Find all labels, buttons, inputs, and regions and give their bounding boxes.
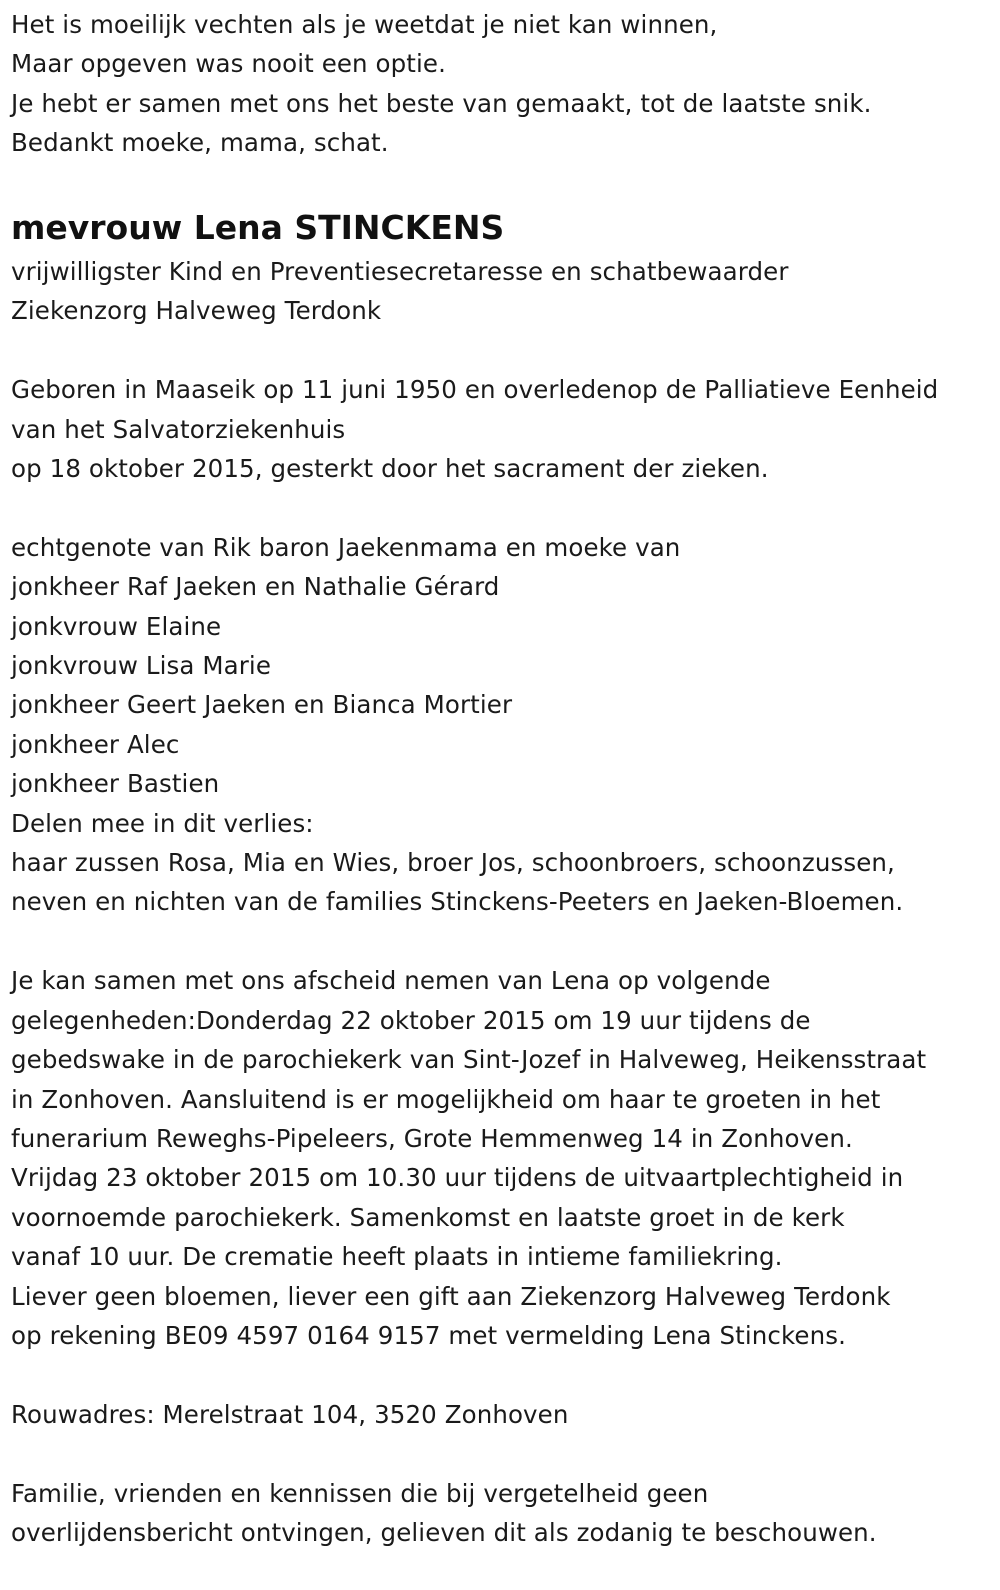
closing-section	[11, 1474, 1000, 1553]
ceremony-line: Je kan samen met ons afscheid nemen van Lena op volgende	[11, 966, 771, 996]
spacer	[11, 488, 1000, 527]
family-line: jonkvrouw Elaine	[11, 611, 222, 641]
closing-line: Familie, vrienden en kennissen die bij vergetelheid geen	[11, 1478, 709, 1508]
family-line: echtgenote van Rik baron Jaekenmama en moeke van	[11, 532, 681, 562]
spacer	[11, 331, 1000, 370]
ceremony-line: voornoemde parochiekerk. Samenkomst en laatste groet in de kerk	[11, 1202, 845, 1232]
birth-death-section	[11, 370, 1000, 488]
family-line: jonkheer Raf Jaeken en Nathalie Gérard	[11, 572, 500, 602]
ceremony-line: in Zonhoven. Aansluitend is er mogelijkheid om haar te groeten in het	[11, 1084, 881, 1114]
description-line: Ziekenzorg Halveweg Terdonk	[11, 296, 382, 326]
ceremony-line: funerarium Reweghs-Pipeleers, Grote Hemmenweg 14 in Zonhoven.	[11, 1123, 853, 1153]
ceremony-line: Vrijdag 23 oktober 2015 om 10.30 uur tijdens de uitvaartplechtigheid in	[11, 1163, 904, 1193]
deceased-name: mevrouw Lena STINCKENS	[11, 208, 505, 248]
family-line: Delen mee in dit verlies:	[11, 808, 314, 838]
closing-line: overlijdensbericht ontvingen, gelieven dit als zodanig te beschouwen.	[11, 1517, 877, 1547]
mourning-address: Rouwadres: Merelstraat 104, 3520 Zonhoven	[11, 1399, 569, 1429]
ceremony-line: gebedswake in de parochiekerk van Sint-Jozef in Halveweg, Heikensstraat	[11, 1045, 927, 1075]
family-line: jonkheer Geert Jaeken en Bianca Mortier	[11, 690, 513, 720]
ceremony-line: vanaf 10 uur. De crematie heeft plaats in intieme familiekring.	[11, 1242, 783, 1272]
ceremony-line: Liever geen bloemen, liever een gift aan Ziekenzorg Halveweg Terdonk	[11, 1281, 891, 1311]
poem-line: Het is moeilijk vechten als je weetdat je niet kan winnen,	[11, 10, 718, 39]
poem-line: Maar opgeven was nooit een optie.	[11, 49, 446, 79]
ceremony-section	[11, 961, 1000, 1355]
ceremony-line: op rekening BE09 4597 0164 9157 met vermelding Lena Stinckens.	[11, 1320, 846, 1350]
family-section	[11, 528, 1000, 922]
description-section	[11, 252, 1000, 331]
family-line: jonkheer Bastien	[11, 769, 220, 799]
birth-death-line: Geboren in Maaseik op 11 juni 1950 en overledenop de Palliatieve Eenheid	[11, 375, 939, 405]
family-line: neven en nichten van de families Stinckens-Peeters en Jaeken-Bloemen.	[11, 887, 904, 917]
poem-section	[11, 5, 1000, 163]
spacer	[11, 1434, 1000, 1473]
ceremony-line: gelegenheden:Donderdag 22 oktober 2015 om 19 uur tijdens de	[11, 1005, 811, 1035]
spacer	[11, 922, 1000, 961]
family-line: jonkvrouw Lisa Marie	[11, 651, 272, 681]
birth-death-line: van het Salvatorziekenhuis	[11, 414, 346, 444]
family-line: haar zussen Rosa, Mia en Wies, broer Jos, schoonbroers, schoonzussen,	[11, 848, 895, 878]
birth-death-line: op 18 oktober 2015, gesterkt door het sacrament der zieken.	[11, 454, 769, 484]
spacer	[11, 163, 1000, 202]
family-line: jonkheer Alec	[11, 729, 180, 759]
spacer	[11, 1355, 1000, 1394]
poem-line: Je hebt er samen met ons het beste van gemaakt, tot de laatste snik.	[11, 88, 872, 118]
poem-line: Bedankt moeke, mama, schat.	[11, 128, 389, 158]
description-line: vrijwilligster Kind en Preventiesecretaresse en schatbewaarder	[11, 257, 789, 287]
